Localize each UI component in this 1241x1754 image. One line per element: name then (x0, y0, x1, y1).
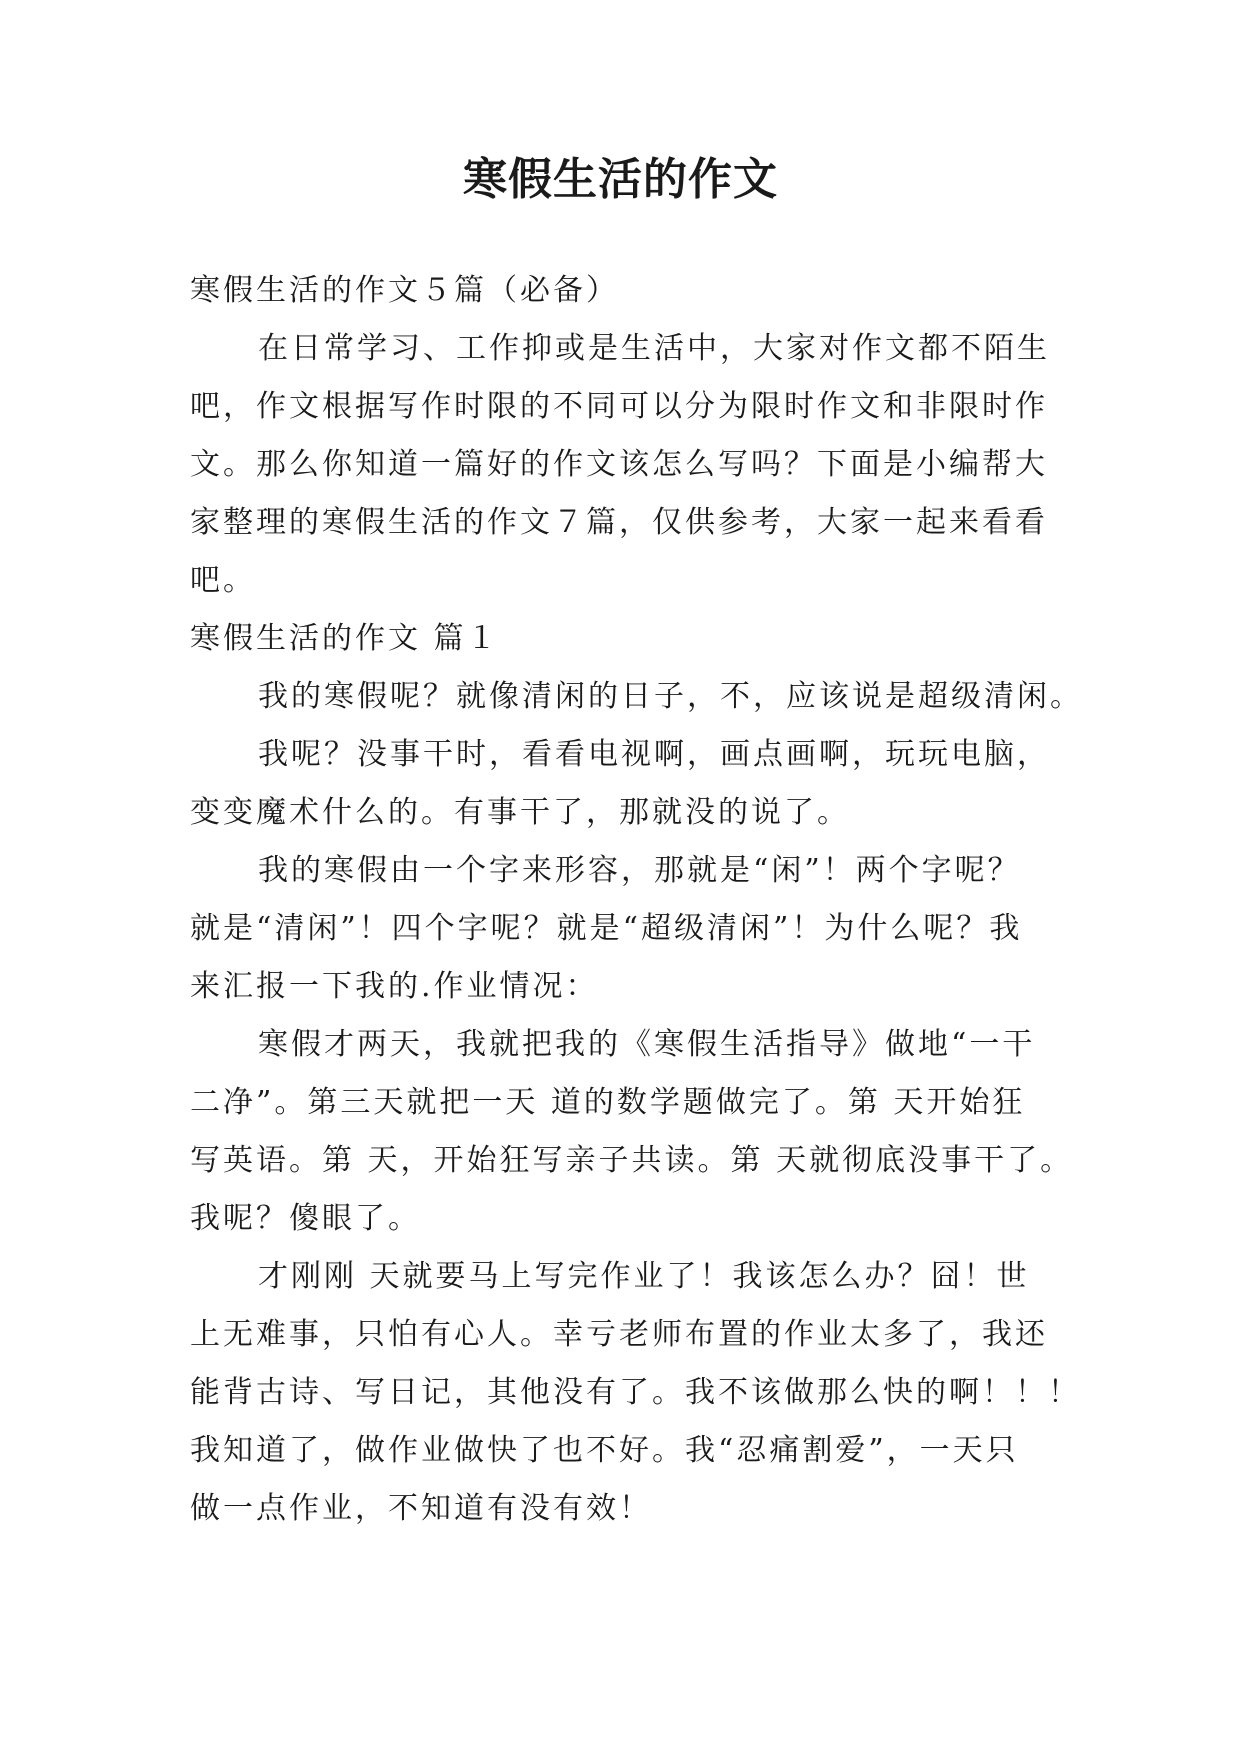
paragraph-line: 二净”。第三天就把一天 道的数学题做完了。第 天开始狂 (190, 1085, 1026, 1120)
paragraph-line: 吧，作文根据写作时限的不同可以分为限时作文和非限时作 (190, 389, 1048, 424)
paragraph-line: 能背古诗、写日记，其他没有了。我不该做那么快的啊！！！ (190, 1375, 1081, 1410)
paragraph-line: 变变魔术什么的。有事干了，那就没的说了。 (190, 795, 850, 830)
section-heading: 寒假生活的作文５篇（必备） (190, 273, 619, 308)
paragraph-line: 我知道了，做作业做快了也不好。我“忍痛割爱”，一天只 (190, 1433, 1019, 1468)
paragraph-line: 才刚刚 天就要马上写完作业了！我该怎么办？囧！世 (258, 1259, 1030, 1294)
paragraph-line: 文。那么你知道一篇好的作文该怎么写吗？下面是小编帮大 (190, 447, 1048, 482)
paragraph-line: 我呢？傻眼了。 (190, 1201, 421, 1236)
paragraph-line: 寒假才两天，我就把我的《寒假生活指导》做地“一干 (258, 1027, 1036, 1062)
paragraph-line: 写英语。第 天，开始狂写亲子共读。第 天就彻底没事干了。 (190, 1143, 1074, 1178)
paragraph-line: 上无难事，只怕有心人。幸亏老师布置的作业太多了，我还 (190, 1317, 1048, 1352)
paragraph-line: 我的寒假由一个字来形容，那就是“闲”！两个字呢？ (258, 853, 1021, 888)
paragraph-line: 来汇报一下我的.作业情况： (190, 969, 599, 1004)
document-body (190, 262, 1083, 1538)
section-heading: 寒假生活的作文 篇１ (190, 621, 500, 656)
paragraph-line: 家整理的寒假生活的作文７篇，仅供参考，大家一起来看看 (190, 505, 1048, 540)
paragraph-line: 我呢？没事干时，看看电视啊，画点画啊，玩玩电脑， (258, 737, 1050, 772)
paragraph-line: 在日常学习、工作抑或是生活中，大家对作文都不陌生 (258, 331, 1050, 366)
paragraph-line: 吧。 (190, 563, 256, 598)
paragraph-line: 做一点作业，不知道有没有效！ (190, 1491, 652, 1526)
paragraph-line: 我的寒假呢？就像清闲的日子，不，应该说是超级清闲。 (258, 679, 1083, 714)
paragraph-line: 就是“清闲”！四个字呢？就是“超级清闲”！为什么呢？我 (190, 911, 1023, 946)
document-title: 寒假生活的作文 (463, 154, 778, 205)
